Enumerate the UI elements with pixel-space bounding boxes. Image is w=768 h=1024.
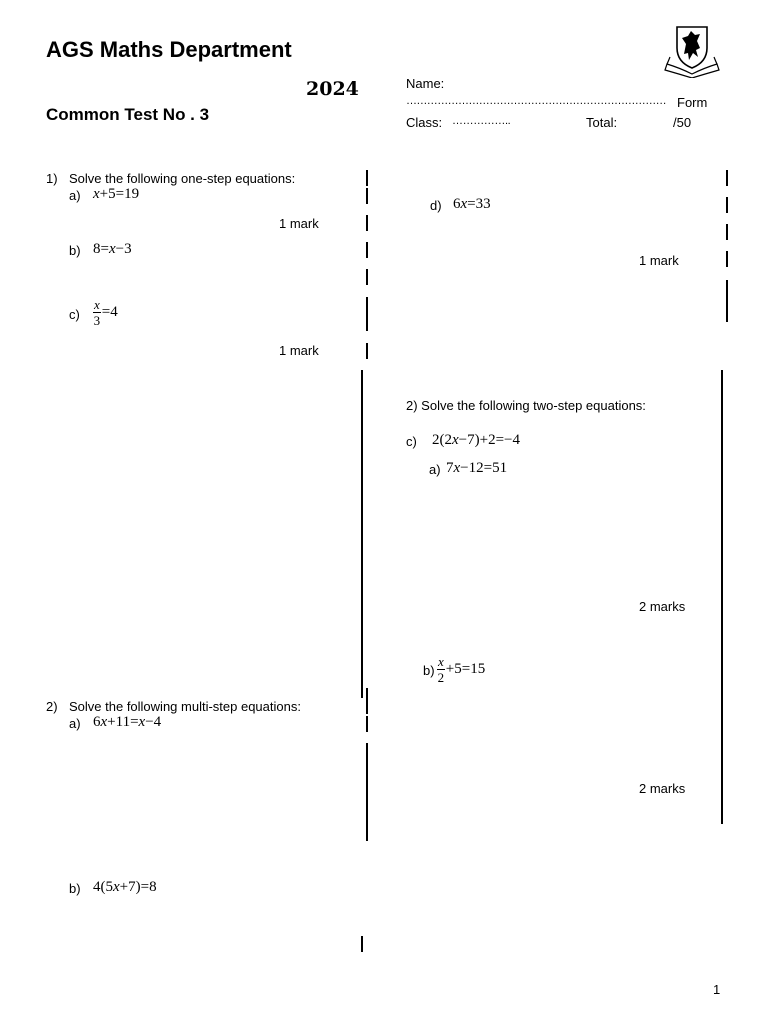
section2-multi-step-number: 2) bbox=[46, 699, 58, 714]
q1c-mark: 1 mark bbox=[279, 343, 319, 358]
total-label: Total: bbox=[586, 115, 618, 130]
q1d-mark: 1 mark bbox=[639, 253, 679, 268]
q1c-equation: $\frac{x}{3}$ =4 bbox=[93, 297, 118, 328]
divider-line bbox=[366, 343, 368, 359]
page-number: 1 bbox=[713, 982, 721, 997]
divider-line bbox=[361, 936, 363, 952]
q1a-equation: x+5=19 bbox=[93, 186, 140, 202]
q2a-mark: 2 marks bbox=[639, 599, 686, 614]
divider-line bbox=[366, 269, 368, 285]
year-label: 2024 bbox=[306, 78, 359, 100]
divider-line bbox=[726, 251, 728, 267]
q1d-label: d) bbox=[430, 198, 442, 213]
q2m-a-equation: 6x+11=x−4 bbox=[93, 714, 162, 730]
divider-line bbox=[726, 170, 728, 186]
q1a-mark: 1 mark bbox=[279, 216, 319, 231]
divider-line bbox=[726, 280, 728, 322]
divider-line bbox=[366, 688, 368, 714]
q1c-label: c) bbox=[69, 307, 80, 322]
divider-line bbox=[366, 242, 368, 258]
divider-line bbox=[366, 170, 368, 186]
q1a-label: a) bbox=[69, 188, 81, 203]
name-field[interactable]: ………………………………………………………………… bbox=[406, 95, 667, 107]
page-title: AGS Maths Department bbox=[46, 37, 292, 62]
section2-multi-step-heading: Solve the following multi-step equations: bbox=[69, 699, 301, 714]
q2c-equation: 2(2x−7)+2=−4 bbox=[432, 432, 521, 448]
section2-two-step-heading: 2) Solve the following two-step equations: bbox=[406, 398, 646, 413]
section1-heading: Solve the following one-step equations: bbox=[69, 171, 296, 186]
q2b-label: b) bbox=[423, 663, 435, 678]
divider-line bbox=[361, 370, 363, 698]
class-label: Class: bbox=[406, 115, 443, 130]
school-crest-icon bbox=[662, 24, 722, 78]
section1-number: 1) bbox=[46, 171, 58, 186]
q2a-equation: 7x−12=51 bbox=[446, 460, 508, 476]
divider-line bbox=[366, 297, 368, 331]
q1b-equation: 8=x−3 bbox=[93, 241, 132, 257]
q1b-label: b) bbox=[69, 243, 81, 258]
test-name: Common Test No . 3 bbox=[46, 105, 210, 124]
total-value: /50 bbox=[673, 115, 692, 130]
q2b-mark: 2 marks bbox=[639, 781, 686, 796]
name-label: Name: bbox=[406, 76, 445, 91]
divider-line bbox=[366, 716, 368, 732]
q2m-b-label: b) bbox=[69, 881, 81, 896]
class-field[interactable]: …………….. bbox=[452, 115, 511, 127]
q2a-label: a) bbox=[429, 462, 441, 477]
divider-line bbox=[721, 370, 723, 824]
divider-line bbox=[726, 197, 728, 213]
q1d-equation: 6x=33 bbox=[453, 196, 491, 212]
divider-line bbox=[726, 224, 728, 240]
divider-line bbox=[366, 188, 368, 204]
q2m-a-label: a) bbox=[69, 716, 81, 731]
q2c-label: c) bbox=[406, 434, 417, 449]
q2b-equation: $\frac{x}{2}$ +5=15 bbox=[437, 654, 486, 685]
divider-line bbox=[366, 743, 368, 841]
divider-line bbox=[366, 215, 368, 231]
q2m-b-equation: 4(5x+7)=8 bbox=[93, 879, 157, 895]
form-label: Form bbox=[677, 95, 708, 110]
